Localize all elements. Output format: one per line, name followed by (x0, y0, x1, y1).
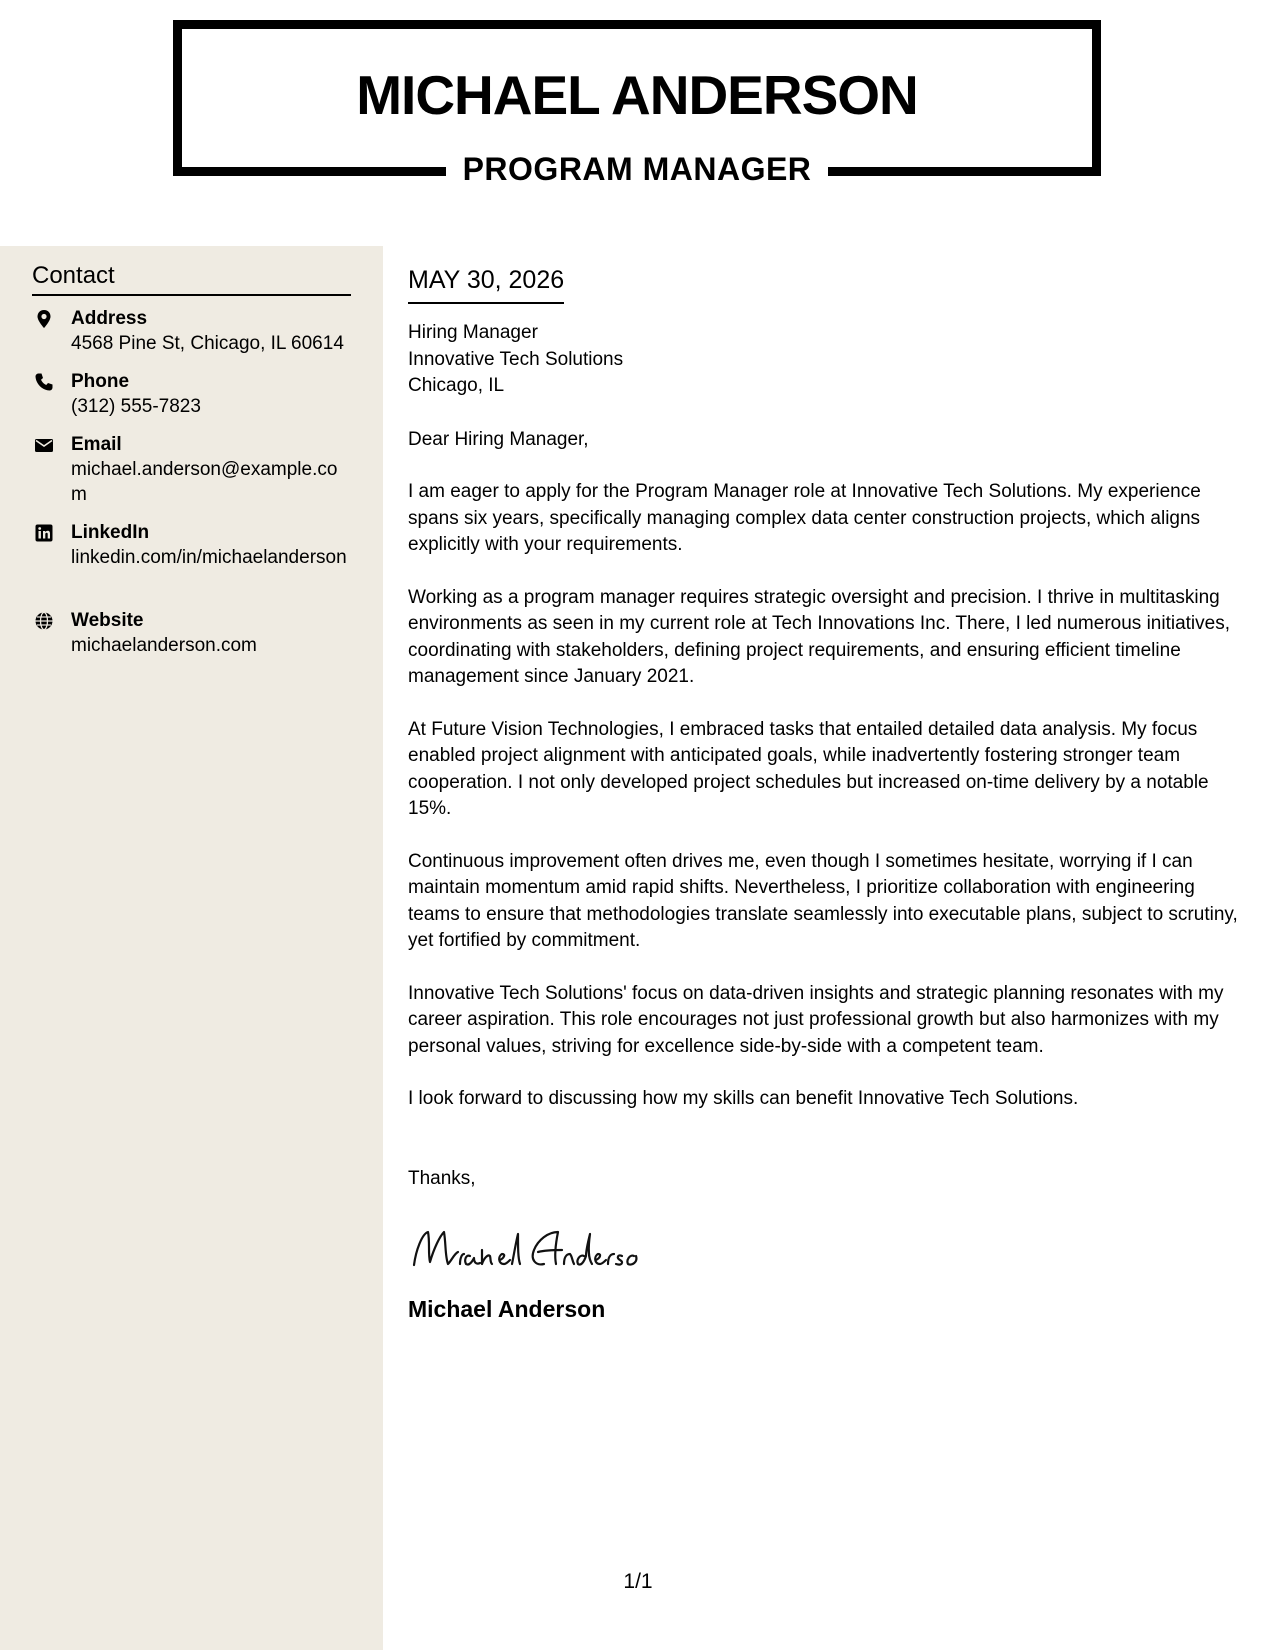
phone-label: Phone (71, 371, 130, 392)
address-label: Address (71, 308, 148, 329)
linkedin-icon (34, 523, 54, 543)
globe-icon (34, 611, 54, 631)
address-value: 4568 Pine St, Chicago, IL 60614 (71, 333, 344, 354)
map-pin-icon (34, 309, 54, 329)
body-paragraph: Working as a program manager requires strategic oversight and precision. I thrive in multitasking environments as seen in my current role at Tech Innovations Inc. There, I led numerous initiatives, coordinating with stakeholders, defining project requirements, and ensuring efficient timeline management since January 2021. (408, 586, 1230, 687)
recipient-line: Chicago, IL (408, 375, 505, 396)
contact-heading: Contact (32, 260, 351, 296)
body-paragraph: Innovative Tech Solutions' focus on data-driven insights and strategic planning resonates with my career aspiration. This role encourages not just professional growth but also harmonizes with my personal values, striving for excellence side-by-side with a competent team. (408, 982, 1224, 1057)
page-indicator: 1/1 (623, 1570, 653, 1593)
website-label: Website (71, 610, 144, 631)
role-banner (446, 144, 828, 194)
signer-name: Michael Anderson (408, 1296, 606, 1322)
website-value[interactable]: michaelanderson.com (71, 635, 257, 656)
email-value[interactable]: michael.anderson@example.com (71, 459, 338, 505)
recipient-line: Innovative Tech Solutions (408, 348, 624, 370)
linkedin-value[interactable]: linkedin.com/in/michaelanderson (71, 547, 347, 568)
handwritten-signature (408, 1220, 1248, 1280)
email-icon (34, 435, 54, 455)
linkedin-label: LinkedIn (71, 522, 150, 543)
salutation: Dear Hiring Manager, (408, 428, 589, 450)
body-paragraph: I am eager to apply for the Program Manager role at Innovative Tech Solutions. My experience spans six years, specifically managing complex data center construction projects, which aligns explicitly with your requirements. (408, 481, 1201, 555)
phone-value: (312) 555-7823 (71, 396, 201, 417)
phone-icon (34, 372, 54, 392)
body-paragraph: I look forward to discussing how my skills can benefit Innovative Tech Solutions. (408, 1088, 1079, 1109)
applicant-name: MICHAEL ANDERSON (356, 64, 918, 126)
email-label: Email (71, 434, 122, 455)
closing: Thanks, (408, 1167, 476, 1189)
body-paragraph: At Future Vision Technologies, I embraced tasks that entailed detailed data analysis. My focus enabled project alignment with anticipated goals, while inadvertently fostering stronger team cooperation. I not only developed project schedules but increased on-time delivery by a notable 15%. (408, 718, 1209, 819)
letter-body (408, 260, 1248, 1324)
recipient-line: Hiring Manager (408, 322, 538, 343)
body-paragraph: Continuous improvement often drives me, even though I sometimes hesitate, worrying if I can maintain momentum amid rapid shifts. Nevertheless, I prioritize collaboration with engineering teams to ensure that methodologies translate seamlessly into executable plans, subject to scrutiny, yet fortified by commitment. (408, 850, 1238, 951)
recipient-block (408, 320, 1248, 400)
letter-date: MAY 30, 2026 (408, 260, 564, 304)
job-title: PROGRAM MANAGER (462, 151, 812, 187)
